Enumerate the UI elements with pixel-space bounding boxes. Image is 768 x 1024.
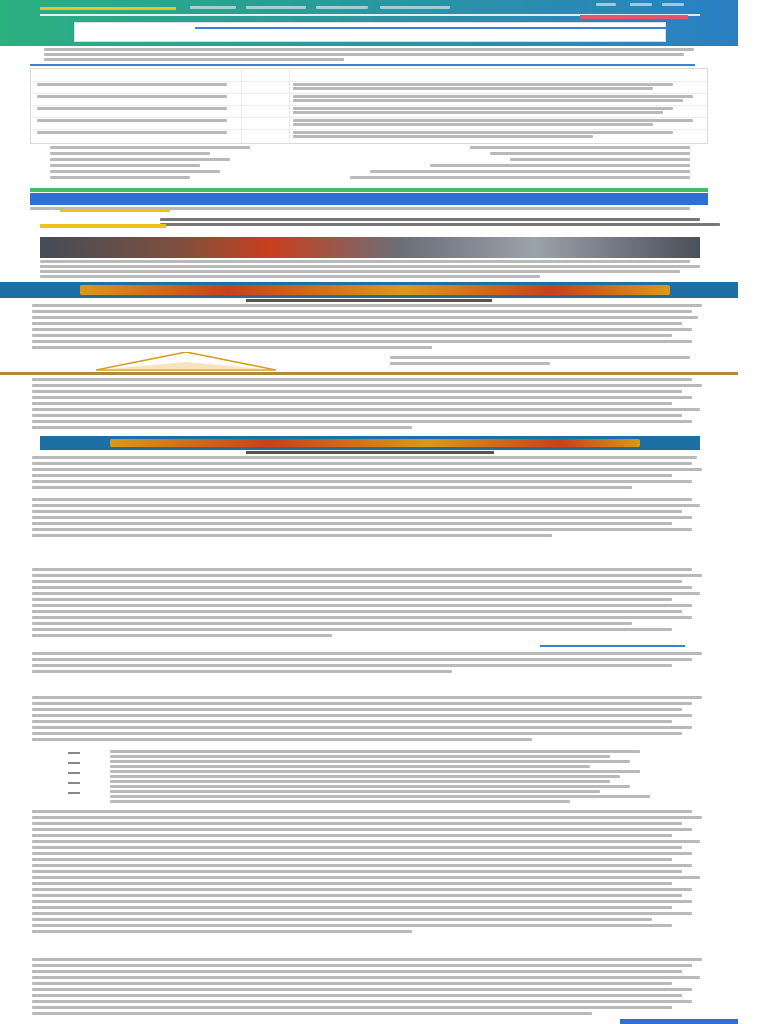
header-alert-tab[interactable] (580, 15, 688, 19)
promo-banner-secondary[interactable] (40, 436, 700, 450)
heading-highlight (40, 224, 166, 228)
body-paragraph (32, 456, 702, 546)
body-paragraph (32, 958, 702, 1020)
paragraph (40, 260, 700, 280)
body-paragraph (32, 378, 702, 434)
intro-paragraph (44, 48, 694, 62)
body-paragraph (32, 652, 702, 676)
nav-link[interactable] (630, 3, 652, 6)
nav-link[interactable] (596, 3, 616, 6)
back-to-top-tab[interactable] (620, 1019, 738, 1024)
banner-caption (246, 299, 492, 302)
body-paragraph (32, 696, 702, 746)
section-stripe-green (30, 188, 708, 192)
header-highlight (40, 7, 176, 10)
search-input-accent (195, 27, 669, 29)
data-table (30, 68, 708, 144)
bullet-list (0, 748, 700, 808)
section-heading (160, 218, 720, 226)
section-stripe-blue[interactable] (30, 193, 708, 205)
nav-link[interactable] (246, 6, 306, 9)
gold-rule (0, 372, 738, 375)
banner-caption (246, 451, 494, 454)
side-note (390, 356, 700, 368)
nav-link[interactable] (316, 6, 368, 9)
chevron-divider (96, 352, 276, 372)
body-paragraph (32, 568, 702, 648)
search-box[interactable] (74, 22, 666, 42)
inline-link[interactable] (540, 645, 685, 647)
info-rows (50, 146, 690, 186)
body-paragraph (32, 810, 702, 938)
top-header (0, 0, 738, 46)
promo-banner[interactable] (0, 282, 738, 298)
photo-strip (40, 237, 700, 258)
intro-underline (30, 64, 695, 66)
nav-link[interactable] (662, 3, 684, 6)
nav-link[interactable] (190, 6, 236, 9)
nav-link[interactable] (380, 6, 450, 9)
body-paragraph (32, 304, 702, 354)
stripe-subtext (30, 207, 700, 215)
